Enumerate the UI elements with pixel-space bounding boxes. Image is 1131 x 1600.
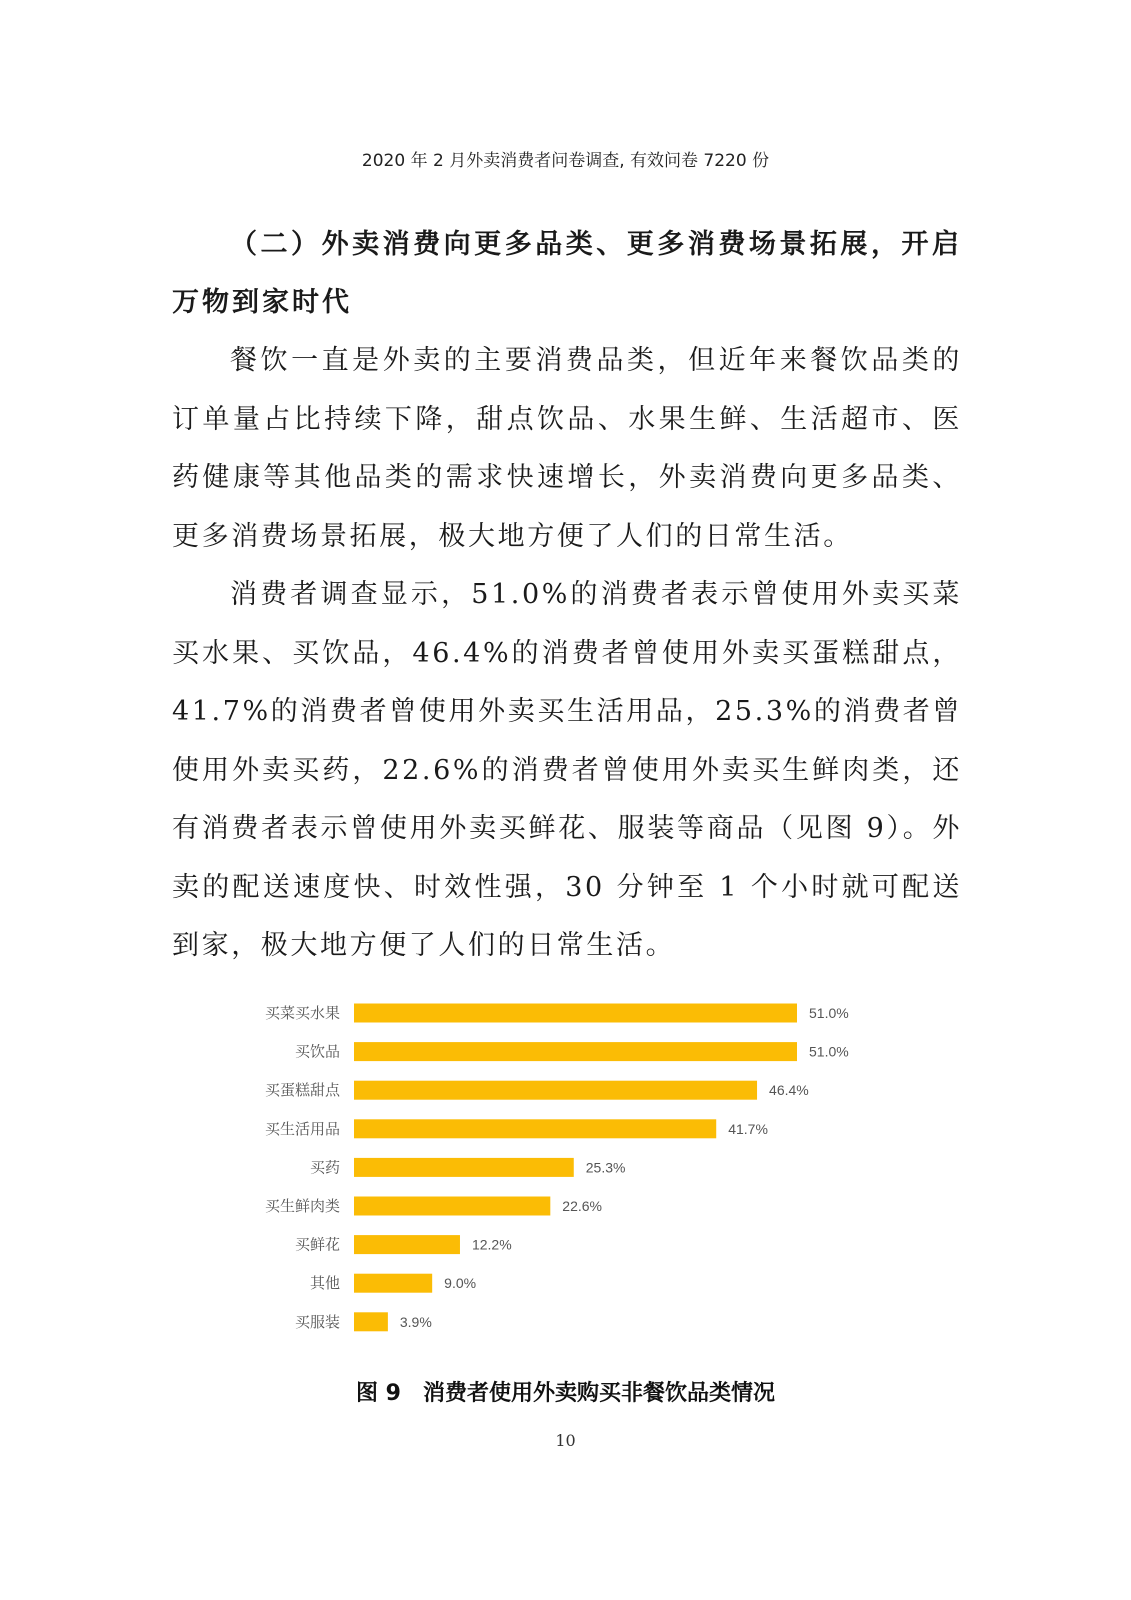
bar-value-label: 9.0% bbox=[444, 1275, 477, 1292]
bar-value-label: 25.3% bbox=[585, 1159, 626, 1176]
figure-caption bbox=[0, 1376, 1131, 1407]
section-heading: （二）外卖消费向更多品类、更多消费场景拓展，开启万物到家时代 bbox=[172, 229, 962, 318]
bar bbox=[354, 1042, 797, 1061]
category-label: 买菜买水果 bbox=[264, 1004, 340, 1022]
category-label: 买饮品 bbox=[294, 1042, 340, 1061]
bar bbox=[354, 1312, 388, 1331]
bar-value-label: 3.9% bbox=[399, 1313, 432, 1330]
body-paragraph-1: 餐饮一直是外卖的主要消费品类，但近年来餐饮品类的订单量占比持续下降，甜点饮品、水果生鲜、生活超市、医药健康等其他品类的需求快速增长，外卖消费向更多品类、更多消费场景拓展，极大地方便了人们的日常生活。 bbox=[172, 345, 962, 552]
bar bbox=[354, 1004, 797, 1023]
bar bbox=[354, 1197, 550, 1216]
bar-value-label: 51.0% bbox=[809, 1005, 849, 1021]
category-label: 买服装 bbox=[294, 1312, 340, 1331]
category-bar-chart bbox=[230, 1000, 930, 1370]
category-label: 买药 bbox=[309, 1158, 340, 1177]
category-label: 买生活用品 bbox=[264, 1119, 340, 1138]
figure-number: 图 9 bbox=[356, 1381, 401, 1406]
category-label: 买鲜花 bbox=[294, 1235, 340, 1254]
page-number: 10 bbox=[555, 1431, 576, 1450]
category-label: 其他 bbox=[309, 1274, 340, 1293]
bar bbox=[354, 1274, 432, 1293]
source-note: 2020 年 2 月外卖消费者问卷调查, 有效问卷 7220 份 bbox=[361, 151, 770, 171]
body-paragraph-2: 消费者调查显示，51.0%的消费者表示曾使用外卖买菜买水果、买饮品，46.4%的消费者曾使用外卖买蛋糕甜点，41.7%的消费者曾使用外卖买生活用品，25.3%的消费者曾使用外卖买药，22.6%的消费者曾使用外卖买生鲜肉类，还有消费者表示曾使用外卖买鲜花、服装等商品（见图 9）。外卖的配送速度快、时效性强，30 分钟至 1 个小时就可配送到家，极大地方便了人们的日常生活。 bbox=[172, 579, 962, 961]
bar bbox=[354, 1235, 460, 1254]
category-label: 买生鲜肉类 bbox=[264, 1197, 340, 1215]
bar bbox=[354, 1119, 716, 1138]
bar-value-label: 22.6% bbox=[562, 1198, 603, 1214]
bar-value-label: 41.7% bbox=[728, 1120, 768, 1137]
category-label: 买蛋糕甜点 bbox=[264, 1081, 340, 1100]
bar bbox=[354, 1158, 574, 1177]
bar-value-label: 12.2% bbox=[471, 1236, 512, 1253]
bar bbox=[354, 1081, 757, 1100]
bar-value-label: 46.4% bbox=[769, 1082, 809, 1099]
figure-caption-text: 消费者使用外卖购买非餐饮品类情况 bbox=[422, 1381, 775, 1406]
bar-value-label: 51.0% bbox=[809, 1043, 849, 1060]
